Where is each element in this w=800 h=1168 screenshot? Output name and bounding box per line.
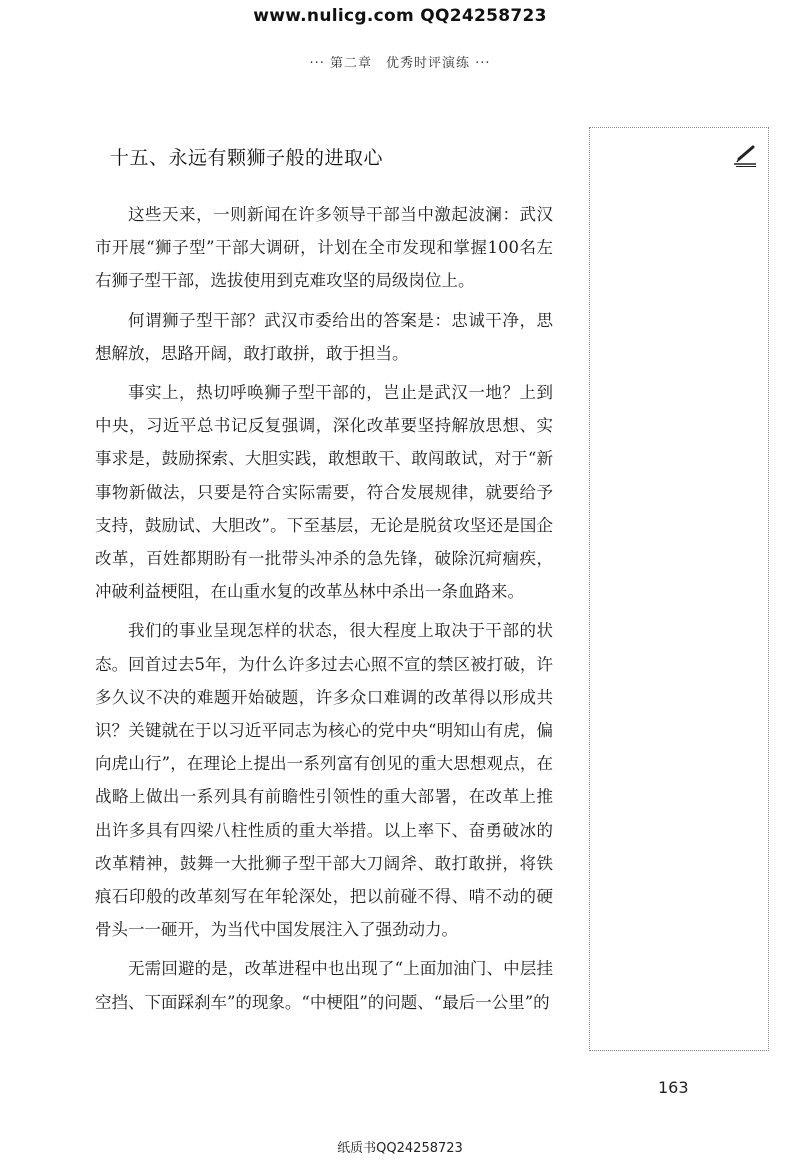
pen-writing-icon (732, 142, 758, 172)
paragraph: 何谓狮子型干部？武汉市委给出的答案是：忠诚干净，思想解放，思路开阔，敢打敢拼，敢于担当。 (95, 310, 553, 363)
article-body (95, 198, 553, 1025)
paragraph: 无需回避的是，改革进程中也出现了“上面加油门、中层挂空挡、下面踩刹车”的现象。“中梗阻”的问题、“最后一公里”的 (95, 959, 553, 1012)
watermark-bottom: 纸质书QQ24258723 (337, 1141, 463, 1156)
paragraph: 我们的事业呈现怎样的状态，很大程度上取决于干部的状态。回首过去5年，为什么许多过去心照不宣的禁区被打破，许多久议不决的难题开始破题，许多众口难调的改革得以形成共识？关键就在于以习近平同志为核心的党中央“明知山有虎，偏向虎山行”，在理论上提出一系列富有创见的重大思想观点，在战略上做出一系列具有前瞻性引领性的重大部署，在改革上推出许多具有四梁八柱性质的重大举措。以上率下、奋勇破冰的改革精神，鼓舞一大批狮子型干部大刀阔斧、敢打敢拼，将铁痕石印般的改革刻写在年轮深处，把以前碰不得、啃不动的硬骨头一一砸开，为当代中国发展注入了强劲动力。 (95, 621, 553, 940)
article-title: 十五、永远有颗狮子般的进取心 (110, 147, 384, 169)
watermark-top: www.nulicg.com QQ24258723 (253, 6, 547, 26)
paragraph: 这些天来，一则新闻在许多领导干部当中激起波澜：武汉市开展“狮子型”干部大调研，计划在全市发现和掌握100名左右狮子型干部，选拔使用到克难攻坚的局级岗位上。 (95, 205, 553, 291)
running-head: ··· 第二章 优秀时评演练 ··· (309, 56, 491, 71)
page-number: 163 (658, 1078, 689, 1097)
paragraph: 事实上，热切呼唤狮子型干部的，岂止是武汉一地？上到中央，习近平总书记反复强调，深化改革要坚持解放思想、实事求是，鼓励探索、大胆实践，敢想敢干、敢闯敢试，对于“新事物新做法，只要是符合实际需要，符合发展规律，就要给予支持，鼓励试、大胆改”。下至基层，无论是脱贫攻坚还是国企改革，百姓都期盼有一批带头冲杀的急先锋，破除沉疴痼疾，冲破利益梗阻，在山重水复的改革丛林中杀出一条血路来。 (95, 383, 553, 602)
margin-note-box (589, 127, 769, 1051)
